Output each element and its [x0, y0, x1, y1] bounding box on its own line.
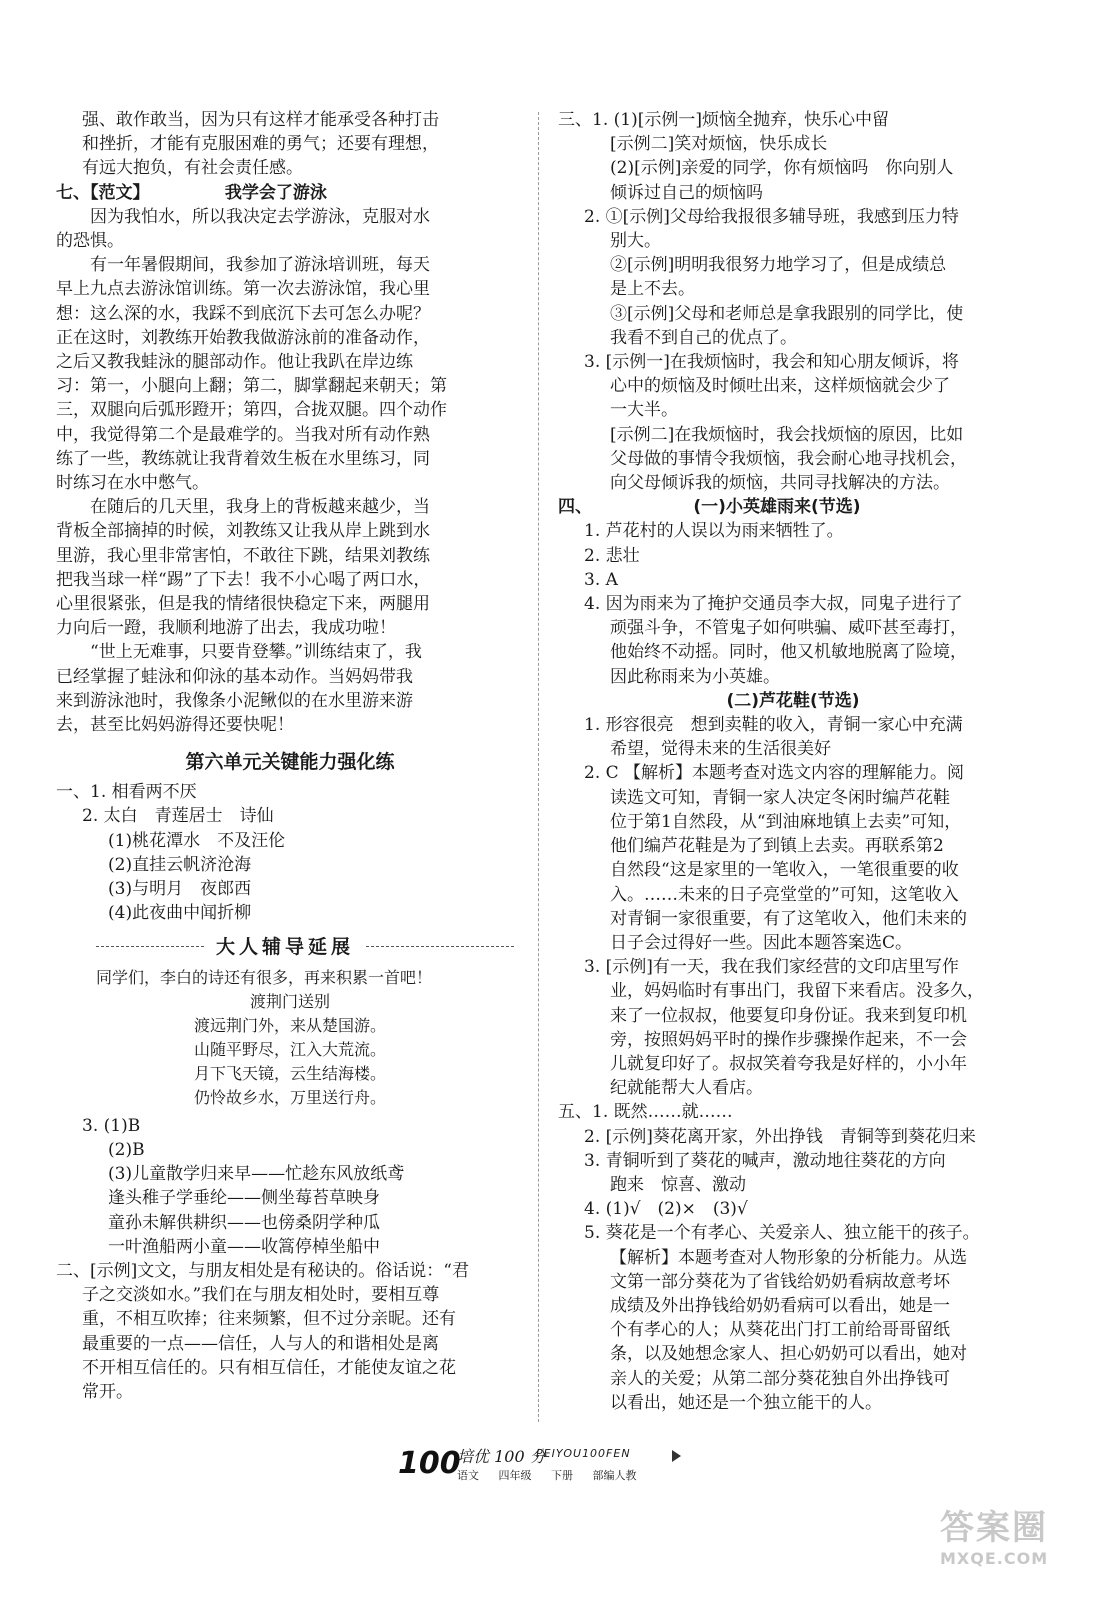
essay-line: “世上无难事，只要肯登攀。”训练结束了，我 [56, 642, 422, 663]
brand-name-en: PEIYOU100FEN [536, 1447, 631, 1460]
s3-line: ②[示例]明明我很努力地学习了，但是成绩总 [610, 255, 947, 276]
poem-title: 渡荆门送别 [249, 991, 330, 1011]
intro-line: 强、敢作敢当，因为只有这样才能承受各种打击 [82, 110, 439, 130]
s5-line: 文第一部分葵花为了省钱给奶奶看病故意考坏 [610, 1271, 950, 1292]
s4b-line: 入。……未来的日子亮堂堂的”可知，这笔收入 [610, 884, 959, 905]
q3-line: (3)儿童散学归来早——忙趁东风放纸鸢 [108, 1164, 405, 1185]
q2-line: 重，不相互吹捧；往来频繁，但不过分亲昵。还有 [82, 1309, 456, 1330]
s4-subtitle-2: (二)芦花鞋(节选) [726, 690, 860, 711]
s4-heading [558, 495, 1028, 519]
brand-name: 培优 100 分 [457, 1447, 546, 1466]
arrow-icon [672, 1450, 681, 1462]
essay-line: 心里很紧张，但是我的情绪很快稳定下来，两腿用 [56, 594, 430, 615]
s3-line: (2)[示例]亲爱的同学，你有烦恼吗 你向别人 [610, 158, 954, 179]
essay-line: 去，甚至比妈妈游得还要快呢！ [56, 715, 294, 736]
poem-line: 渡远荆门外，来从楚国游。 [193, 1015, 386, 1035]
s3-line: 向父母倾诉我的烦恼，共同寻找解决的方法。 [610, 473, 950, 494]
s4b-line: 自然段“这是家里的一笔收入，一笔很重要的收 [610, 860, 959, 881]
essay-line: 的恐惧。 [56, 231, 124, 252]
essay-line: 正在这时，刘教练开始教我做游泳前的准备动作， [56, 327, 430, 348]
essay-line: 力向后一蹬，我顺利地游了出去，我成功啦！ [56, 618, 396, 639]
s4b-line: 希望，觉得未来的生活很美好 [610, 739, 831, 760]
q3-line: 一叶渔船两小童——收篙停棹坐船中 [108, 1236, 380, 1257]
intro-line: 有远大抱负，有社会责任感。 [82, 158, 303, 179]
left-column [56, 108, 524, 1404]
s4b-line: 来了一位叔叔，他要复印身份证。我来到复印机 [610, 1005, 967, 1026]
poem [56, 990, 524, 1110]
q2-line: 子之交淡如水。”我们在与朋友相处时，要相互尊 [82, 1285, 440, 1306]
essay-line: 已经掌握了蛙泳和仰泳的基本动作。当妈妈带我 [56, 666, 413, 687]
q3-line: (2)B [108, 1139, 145, 1160]
s3-line: 我看不到自己的优点了。 [610, 327, 797, 348]
s5-line: 个有孝心的人；从葵花出门打工前给哥哥留纸 [610, 1320, 950, 1341]
s4-label: 四、 [558, 497, 592, 518]
essay-line: 来到游泳池时，我像条小泥鳅似的在水里游来游 [56, 690, 413, 711]
s4b-line: 他们编芦花鞋是为了到镇上去卖。再联系第2 [610, 836, 944, 857]
q1-2-item: (3)与明月 夜郎西 [108, 879, 252, 900]
s3-line: [示例二]笑对烦恼，快乐成长 [610, 134, 828, 155]
s3-line: 2. ①[示例]父母给我报很多辅导班，我感到压力特 [584, 206, 959, 227]
essay-line: 因为我怕水，所以我决定去学游泳，克服对水 [56, 206, 430, 227]
essay-line: 之后又教我蛙泳的腿部动作。他让我趴在岸边练 [56, 352, 413, 373]
s4a-line: 1. 芦花村的人误以为雨来牺牲了。 [584, 521, 844, 542]
s3-line: [示例二]在我烦恼时，我会找烦恼的原因，比如 [610, 424, 964, 445]
s4b-line: 纪就能帮大人看店。 [610, 1078, 763, 1099]
s5-line: 亲人的关爱；从第二部分葵花独自外出挣钱可 [610, 1368, 950, 1389]
s3-line: 倾诉过自己的烦恼吗 [610, 182, 763, 203]
poem-line: 仍怜故乡水，万里送行舟。 [193, 1087, 386, 1107]
q2-line: 二、[示例]文文，与朋友相处是有秘诀的。俗话说：“君 [56, 1260, 469, 1281]
watermark-url: MXQE.COM [940, 1549, 1049, 1568]
s4b-line: 旁，按照妈妈平时的操作步骤操作起来，不一会 [610, 1029, 967, 1050]
s4b-line: 业，妈妈临时有事出门，我留下来看店。没多久， [610, 981, 984, 1002]
q2-line: 不开相互信任的。只有相互信任，才能使友谊之花 [82, 1357, 456, 1378]
watermark-logo [940, 1500, 1090, 1580]
page-number: 100 [398, 1446, 461, 1481]
s3-line: 是上不去。 [610, 279, 695, 300]
s5-line: 五、1. 既然……就…… [558, 1102, 733, 1123]
s3-line: 别大。 [610, 231, 661, 252]
s5-line: 以看出，她还是一个独立能干的人。 [610, 1392, 882, 1413]
s3-line: ③[示例]父母和老师总是拿我跟别的同学比，使 [610, 303, 964, 324]
term-label: 下册 [551, 1469, 573, 1482]
s3-line: 父母做的事情令我烦恼，我会耐心地寻找机会， [610, 448, 967, 469]
q1-2: 2. 太白 青莲居士 诗仙 [82, 806, 274, 827]
column-divider [538, 112, 539, 1422]
s4b-line: 位于第1自然段，从“到油麻地镇上去卖”可知， [610, 811, 962, 832]
s4b-line: 对青铜一家很重要，有了这笔收入，他们未来的 [610, 908, 967, 929]
q1-1: 一、1. 相看两不厌 [56, 782, 197, 803]
right-column [558, 108, 1028, 1415]
s5-line: 3. 青铜听到了葵花的喊声，激动地往葵花的方向 [584, 1150, 946, 1171]
s3-line: 三、1. (1)[示例一]烦恼全抛弃，快乐心中留 [558, 110, 889, 130]
q1-2-item: (4)此夜曲中闻折柳 [108, 903, 252, 924]
q2-line: 常开。 [82, 1381, 133, 1402]
s4b-line: 1. 形容很亮 想到卖鞋的收入，青铜一家心中充满 [584, 715, 963, 736]
s3-line: 一大半。 [610, 400, 678, 421]
s4b-line: 读选文可知，青铜一家人决定冬闲时编芦花鞋 [610, 787, 950, 808]
q7-label: 七、【范文】 [56, 182, 150, 203]
tutoring-box-header [56, 932, 524, 962]
s4b-line: 日子会过得好一些。因此本题答案选C。 [610, 932, 913, 953]
page-footer [0, 1440, 1110, 1500]
s5-line: 跑来 惊喜、激动 [610, 1174, 746, 1195]
poem-line: 月下飞天镜，云生结海楼。 [193, 1063, 386, 1083]
s5-line: 5. 葵花是一个有孝心、关爱亲人、独立能干的孩子。 [584, 1223, 980, 1244]
subject-label: 语文 [457, 1469, 479, 1482]
s5-line: 成绩及外出挣钱给奶奶看病可以看出，她是一 [610, 1295, 950, 1316]
s4a-line: 他始终不动摇。同时，他又机敏地脱离了险境， [610, 642, 967, 663]
q3-line: 童孙未解供耕织——也傍桑阴学种瓜 [108, 1212, 380, 1233]
q3-line: 逢头稚子学垂纶——侧坐莓苔草映身 [108, 1188, 380, 1209]
essay-line: 背板全部摘掉的时候，刘教练又让我从岸上跳到水 [56, 521, 430, 542]
s4a-line: 2. 悲壮 [584, 545, 640, 566]
tutoring-box-intro: 同学们，李白的诗还有很多，再来积累一首吧！ [96, 967, 433, 987]
s4a-line: 顽强斗争，不管鬼子如何哄骗、威吓甚至毒打， [610, 618, 967, 639]
essay-line: 练了一些，教练就让我背着效生板在水里练习，同 [56, 448, 430, 469]
essay-line: 时练习在水中憋气。 [56, 473, 209, 494]
s5-line: 4. (1)√ (2)× (3)√ [584, 1199, 748, 1220]
s3-line: 3. [示例一]在我烦恼时，我会和知心朋友倾诉，将 [584, 352, 959, 373]
tutoring-box-title: 大人辅导延展 [206, 932, 364, 959]
watermark-text: 答案圈 [940, 1508, 1048, 1548]
essay-line: 有一年暑假期间，我参加了游泳培训班，每天 [56, 255, 430, 276]
s4a-line: 因此称雨来为小英雄。 [610, 666, 780, 687]
s4-subtitle-1: (一)小英雄雨来(节选) [693, 497, 861, 518]
essay-line: 在随后的几天里，我身上的背板越来越少，当 [56, 497, 430, 518]
q3-line: 3. (1)B [82, 1115, 141, 1136]
intro-line: 和挫折，才能有克服困难的勇气；还要有理想， [82, 134, 439, 155]
essay-title: 我学会了游泳 [224, 182, 327, 203]
s5-line: 【解析】本题考查对人物形象的分析能力。从选 [610, 1247, 967, 1268]
essay-line: 里游，我心里非常害怕，不敢往下跳，结果刘教练 [56, 545, 430, 566]
q1-2-item: (2)直挂云帆济沧海 [108, 854, 252, 875]
s4a-line: 4. 因为雨来为了掩护交通员李大叔，同鬼子进行了 [584, 594, 963, 615]
s4b-line: 儿就复印好了。叔叔笑着夸我是好样的，小小年 [610, 1053, 967, 1074]
edition-label: 部编人教 [592, 1469, 637, 1482]
s4b-line: 2. C 【解析】本题考查对选文内容的理解能力。阅 [584, 763, 965, 784]
grade-label: 四年级 [498, 1469, 532, 1482]
s3-line: 心中的烦恼及时倾吐出来，这样烦恼就会少了 [610, 376, 950, 397]
poem-line: 山随平野尽，江入大荒流。 [193, 1039, 386, 1059]
s5-line: 条，以及她想念家人、担心奶奶可以看出，她对 [610, 1344, 967, 1365]
essay-line: 早上九点去游泳馆训练。第一次去游泳馆，我心里 [56, 279, 430, 300]
essay-line: 中，我觉得第二个是最难学的。当我对所有动作熟 [56, 424, 430, 445]
q2-line: 最重要的一点——信任，人与人的和谐相处是离 [82, 1333, 439, 1354]
s4a-line: 3. A [584, 569, 618, 590]
book-meta [457, 1467, 653, 1483]
essay-line: 想：这么深的水，我踩不到底沉下去可怎么办呢？ [56, 303, 430, 324]
s5-line: 2. [示例]葵花离开家，外出挣钱 青铜等到葵花归来 [584, 1126, 976, 1147]
unit-title: 第六单元关键能力强化练 [185, 751, 395, 774]
s4b-line: 3. [示例]有一天，我在我们家经营的文印店里写作 [584, 957, 959, 978]
essay-heading [56, 181, 524, 205]
essay-body [56, 205, 524, 737]
essay-line: 三，双腿向后弧形蹬开；第四，合拢双腿。四个动作 [56, 400, 447, 421]
q1-2-item: (1)桃花潭水 不及汪伦 [108, 830, 286, 851]
essay-line: 习：第一，小腿向上翻；第二，脚掌翻起来朝天；第 [56, 376, 447, 397]
essay-line: 把我当球一样“踢”了下去！我不小心喝了两口水， [56, 569, 431, 590]
